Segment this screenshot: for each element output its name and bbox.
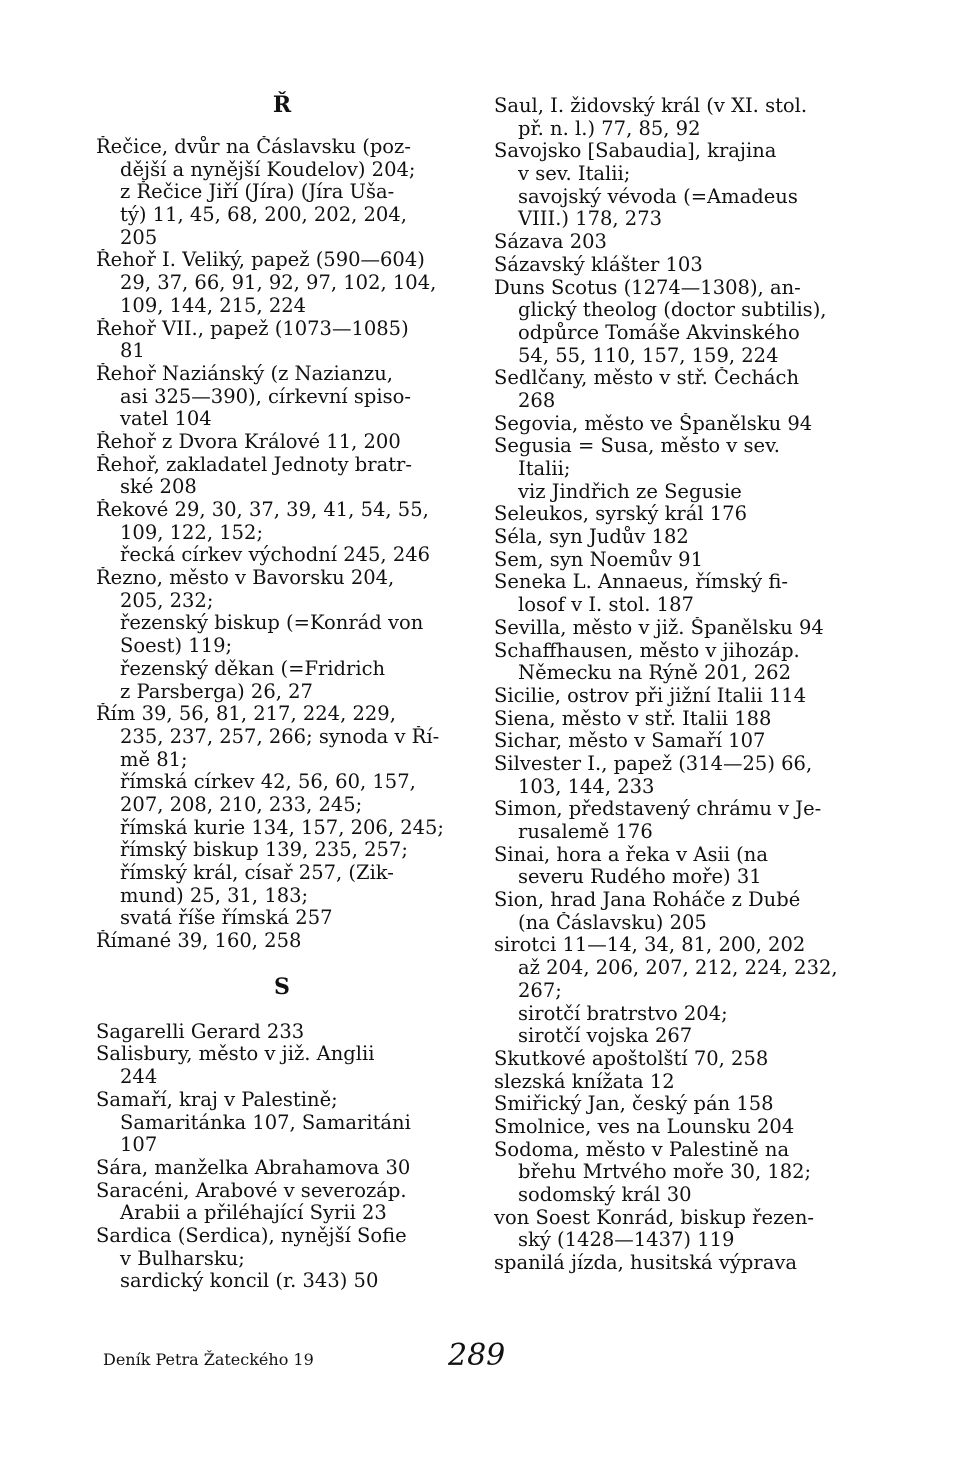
index-line: tý) 11, 45, 68, 200, 202, 204, xyxy=(120,204,407,227)
index-line: Segovia, město ve Španělsku 94 xyxy=(494,412,813,435)
index-line: Sázavský klášter 103 xyxy=(494,253,703,276)
index-line: rusalemě 176 xyxy=(518,821,653,843)
index-line: Řekové 29, 30, 37, 39, 41, 54, 55, xyxy=(96,499,429,521)
index-line: Římané 39, 160, 258 xyxy=(96,930,302,953)
section-heading-r: Ř xyxy=(272,92,292,118)
index-line: Sicilie, ostrov při jižní Italii 114 xyxy=(494,684,807,707)
index-line: Arabii a přiléhající Syrii 23 xyxy=(120,1202,387,1225)
index-line: (na Čáslavsku) 205 xyxy=(518,911,707,934)
index-line: Smiřický Jan, český pán 158 xyxy=(494,1093,774,1116)
index-line: Sára, manželka Abrahamova 30 xyxy=(96,1156,411,1179)
index-line: 107 xyxy=(120,1134,158,1157)
index-line: římský biskup 139, 235, 257; xyxy=(120,839,408,862)
index-line: řezenský biskup (=Konrád von xyxy=(120,612,424,635)
index-line: z Řečice Jiří (Jíra) (Jíra Uša- xyxy=(120,181,395,204)
index-line: Saracéni, Arabové v severozáp. xyxy=(96,1179,407,1202)
index-line: Siena, město v stř. Italii 188 xyxy=(494,707,772,730)
index-line: Sinai, hora a řeka v Asii (na xyxy=(494,843,768,866)
index-line: Řečice, dvůr na Čáslavsku (poz- xyxy=(96,136,411,158)
index-line: asi 325—390), církevní spiso- xyxy=(120,385,411,408)
index-line: viz Jindřich ze Segusie xyxy=(518,480,742,503)
index-line: Duns Scotus (1274—1308), an- xyxy=(494,276,801,299)
index-line: svatá říše římská 257 xyxy=(120,907,333,930)
index-line: v Bulharsku; xyxy=(120,1247,245,1270)
index-line: Simon, představený chrámu v Je- xyxy=(494,798,822,821)
right-entries xyxy=(494,95,869,1275)
index-line: v sev. Italii; xyxy=(518,163,631,186)
index-line: sirotčí bratrstvo 204; xyxy=(518,1002,728,1025)
index-line: 54, 55, 110, 157, 159, 224 xyxy=(518,344,779,367)
index-line: Řehoř I. Veliký, papež (590—604) xyxy=(96,249,425,272)
index-line: mě 81; xyxy=(120,748,188,771)
index-line: sirotčí vojska 267 xyxy=(518,1025,693,1048)
index-line: 103, 144, 233 xyxy=(518,775,655,798)
index-line: Segusia = Susa, město v sev. xyxy=(494,435,780,458)
index-line: z Parsberga) 26, 27 xyxy=(120,680,313,703)
left-entries xyxy=(96,136,468,1293)
index-line: ský (1428—1437) 119 xyxy=(518,1229,735,1252)
page-number: 289 xyxy=(448,1338,506,1373)
index-line: Řehoř VII., papež (1073—1085) xyxy=(96,317,409,340)
index-line: Řezno, město v Bavorsku 204, xyxy=(96,567,395,590)
index-line: ské 208 xyxy=(120,476,197,499)
index-line: savojský vévoda (=Amadeus xyxy=(518,185,798,208)
index-line: př. n. l.) 77, 85, 92 xyxy=(518,117,701,140)
index-line: 235, 237, 257, 266; synoda v Ří- xyxy=(120,725,440,748)
index-line: Savojsko [Sabaudia], krajina xyxy=(494,140,777,163)
index-line: VIII.) 178, 273 xyxy=(518,208,663,231)
index-line: 244 xyxy=(120,1066,158,1089)
index-line: 81 xyxy=(120,340,145,363)
index-line: Schaffhausen, město v jihozáp. xyxy=(494,639,800,662)
index-line: Řím 39, 56, 81, 217, 224, 229, xyxy=(96,703,396,726)
index-line: římská kurie 134, 157, 206, 245; xyxy=(120,816,445,839)
index-line: Sedlčany, město v stř. Čechách xyxy=(494,367,800,390)
index-line: mund) 25, 31, 183; xyxy=(120,884,309,907)
index-line: losof v I. stol. 187 xyxy=(518,594,694,617)
index-line: sirotci 11—14, 34, 81, 200, 202 xyxy=(494,934,806,957)
index-line: 267; xyxy=(518,979,562,1002)
index-line: 109, 144, 215, 224 xyxy=(120,294,307,317)
index-line: Seneka L. Annaeus, římský fi- xyxy=(494,571,788,594)
index-line: 205 xyxy=(120,226,158,249)
index-line: Sem, syn Noemův 91 xyxy=(494,548,703,571)
index-line: Sardica (Serdica), nynější Sofie xyxy=(96,1224,407,1247)
index-line: Sion, hrad Jana Roháče z Dubé xyxy=(494,889,801,912)
index-line: 268 xyxy=(518,389,556,412)
index-line: von Soest Konrád, biskup řezen- xyxy=(494,1206,814,1229)
index-line: Řehoř z Dvora Králové 11, 200 xyxy=(96,430,401,453)
index-line: glický theolog (doctor subtilis), xyxy=(518,299,827,322)
index-line: římská církev 42, 56, 60, 157, xyxy=(120,771,416,794)
index-line: vatel 104 xyxy=(120,408,212,431)
index-line: Samaritánka 107, Samaritáni xyxy=(120,1111,411,1134)
index-line: Italii; xyxy=(518,458,571,480)
index-line: Saul, I. židovský král (v XI. stol. xyxy=(494,95,808,117)
index-line: Smolnice, ves na Lounsku 204 xyxy=(494,1115,795,1138)
index-line: Seleukos, syrský král 176 xyxy=(494,503,747,526)
index-line: 205, 232; xyxy=(120,589,214,612)
index-line: řecká církev východní 245, 246 xyxy=(120,544,431,567)
index-line: Sagarelli Gerard 233 xyxy=(96,1020,305,1043)
index-line: Řehoř, zakladatel Jednoty bratr- xyxy=(96,453,412,476)
index-line: slezská knížata 12 xyxy=(494,1070,675,1093)
index-line: řezenský děkan (=Fridrich xyxy=(120,657,386,680)
index-line: Řehoř Naziánský (z Nazianzu, xyxy=(96,362,393,385)
index-line: až 204, 206, 207, 212, 224, 232, xyxy=(518,957,838,980)
index-line: sardický koncil (r. 343) 50 xyxy=(120,1270,379,1293)
section-heading-s: S xyxy=(274,973,290,1000)
index-line: sodomský král 30 xyxy=(518,1184,692,1206)
index-line: odpůrce Tomáše Akvinského xyxy=(518,321,800,344)
index-line: Samaří, kraj v Palestině; xyxy=(96,1088,338,1111)
index-line: břehu Mrtvého moře 30, 182; xyxy=(518,1161,812,1184)
index-line: Sichar, město v Samaří 107 xyxy=(494,730,766,753)
index-line: Séla, syn Judův 182 xyxy=(494,526,689,549)
index-line: 109, 122, 152; xyxy=(120,521,264,544)
index-line: Salisbury, město v již. Anglii xyxy=(96,1043,375,1066)
index-line: 207, 208, 210, 233, 245; xyxy=(120,793,363,816)
index-line: Německu na Rýně 201, 262 xyxy=(518,662,791,685)
index-line: dější a nynější Koudelov) 204; xyxy=(120,158,416,181)
index-line: Soest) 119; xyxy=(120,635,233,658)
index-line: spanilá jízda, husitská výprava xyxy=(494,1252,797,1275)
index-line: Sevilla, město v již. Španělsku 94 xyxy=(494,616,824,639)
footer-signature: Deník Petra Žateckého 19 xyxy=(103,1350,314,1369)
index-line: severu Rudého moře) 31 xyxy=(518,866,762,889)
index-line: Skutkové apoštolští 70, 258 xyxy=(494,1047,769,1070)
index-line: Sodoma, město v Palestině na xyxy=(494,1138,790,1161)
index-line: Silvester I., papež (314—25) 66, xyxy=(494,752,813,775)
index-line: římský král, císař 257, (Zik- xyxy=(120,862,394,884)
index-line: Sázava 203 xyxy=(494,231,607,254)
index-line: 29, 37, 66, 91, 92, 97, 102, 104, xyxy=(120,272,437,295)
